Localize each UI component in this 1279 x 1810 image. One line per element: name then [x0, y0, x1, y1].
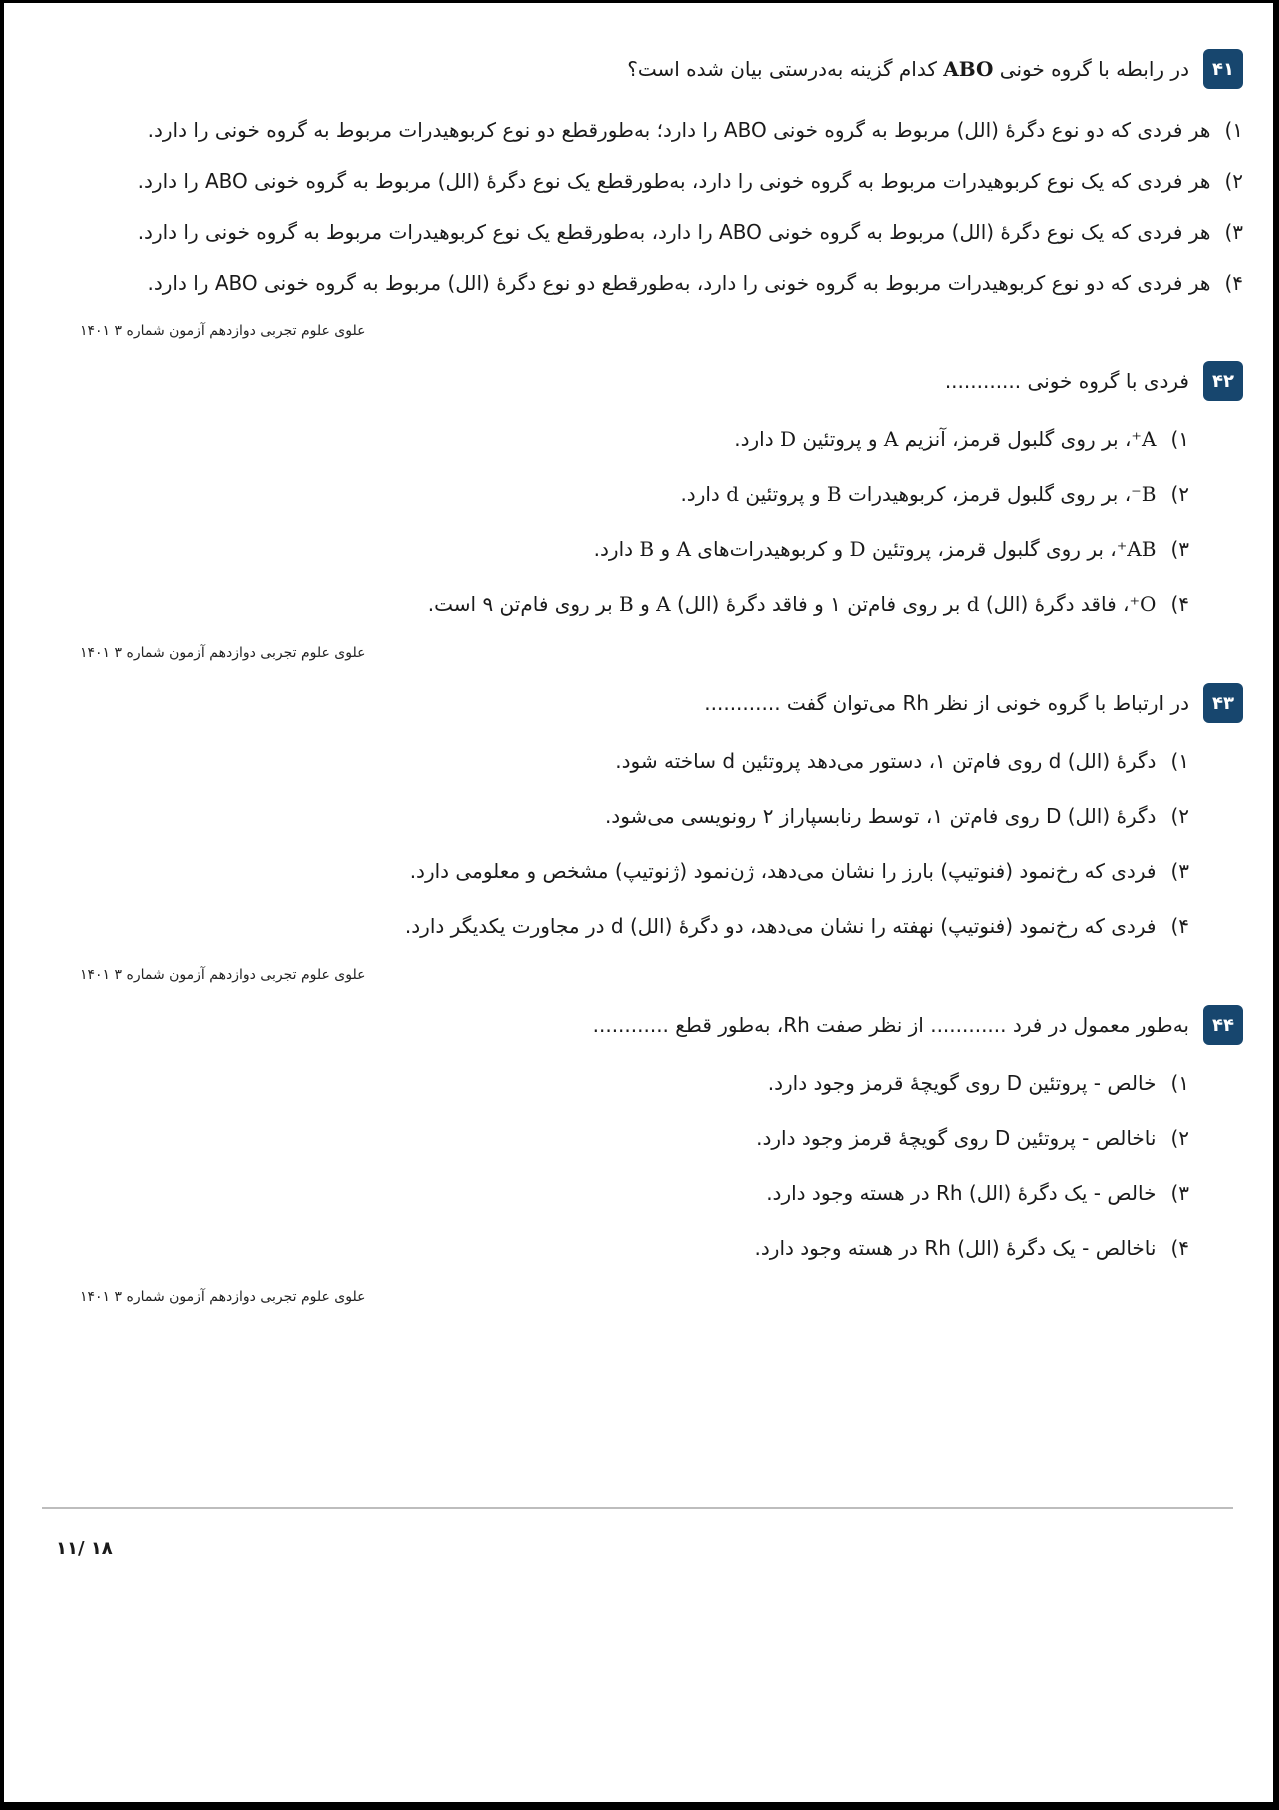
question-number: ۴۲	[1203, 361, 1243, 401]
page	[4, 3, 1273, 1802]
question-43	[34, 683, 1243, 983]
question-stem: در رابطه با گروه خونی ABO کدام گزینه به‌درستی بیان شده است؟	[627, 57, 1189, 81]
question-header	[34, 1005, 1243, 1045]
question-number: ۴۱	[1203, 49, 1243, 89]
option-2[interactable]: ۲)B⁻، بر روی گلبول قرمز، کربوهیدرات B و پروتئین d دارد.	[680, 482, 1189, 506]
math-abo: ABO	[943, 57, 994, 81]
question-stem: در ارتباط با گروه خونی از نظر Rh می‌توان گفت ............	[704, 691, 1189, 715]
options	[34, 747, 1243, 940]
option-4[interactable]: ۴)فردی که رخ‌نمود (فنوتیپ) نهفته را نشان می‌دهد، دو دگرهٔ (الل) d در مجاورت یکدیگر دارد.	[404, 914, 1189, 938]
page-number: ۱۱/ ۱۸	[56, 1538, 113, 1559]
question-header	[34, 361, 1243, 401]
option-2[interactable]: ۲)ناخالص - پروتئین D روی گویچهٔ قرمز وجود دارد.	[756, 1126, 1189, 1150]
option-1[interactable]: ۱)دگرهٔ (الل) d روی فام‌تن ۱، دستور می‌دهد پروتئین d ساخته شود.	[615, 749, 1189, 773]
option-1[interactable]: ۱)خالص - پروتئین D روی گویچهٔ قرمز وجود دارد.	[767, 1071, 1189, 1095]
question-41	[34, 3, 1243, 339]
question-source: علوی علوم تجربی دوازدهم آزمون شماره ۳ ۱۴۰۱	[80, 967, 366, 983]
question-header	[34, 49, 1243, 89]
question-header	[34, 683, 1243, 723]
option-4[interactable]: ۴)ناخالص - یک دگرهٔ (الل) Rh در هسته وجود دارد.	[754, 1236, 1189, 1260]
question-stem: به‌طور معمول در فرد ............ از نظر صفت Rh، به‌طور قطع ............	[592, 1013, 1189, 1037]
option-4[interactable]: ۴)هر فردی که دو نوع کربوهیدرات مربوط به گروه خونی را دارد، به‌طورقطع دو نوع دگرهٔ (الل) مربوط به گروه خونی ABO را دارد.	[147, 271, 1243, 295]
option-2[interactable]: ۲)دگرهٔ (الل) D روی فام‌تن ۱، توسط رنابسپاراز ۲ رونویسی می‌شود.	[604, 804, 1189, 828]
question-44	[34, 1005, 1243, 1305]
option-3[interactable]: ۳)AB⁺، بر روی گلبول قرمز، پروتئین D و کربوهیدرات‌های A و B دارد.	[593, 537, 1189, 561]
option-2[interactable]: ۲)هر فردی که یک نوع کربوهیدرات مربوط به گروه خونی را دارد، به‌طورقطع یک نوع دگرهٔ (الل) مربوط به گروه خونی ABO را دارد.	[137, 169, 1243, 193]
option-3[interactable]: ۳)فردی که رخ‌نمود (فنوتیپ) بارز را نشان می‌دهد، ژن‌نمود (ژنوتیپ) مشخص و معلومی دارد.	[409, 859, 1189, 883]
footer-divider	[42, 1507, 1233, 1509]
question-number: ۴۳	[1203, 683, 1243, 723]
options	[34, 425, 1243, 618]
options	[34, 109, 1243, 305]
option-3[interactable]: ۳)خالص - یک دگرهٔ (الل) Rh در هسته وجود دارد.	[766, 1181, 1189, 1205]
question-stem: فردی با گروه خونی ............	[944, 369, 1189, 393]
question-number: ۴۴	[1203, 1005, 1243, 1045]
question-42	[34, 361, 1243, 661]
question-source: علوی علوم تجربی دوازدهم آزمون شماره ۳ ۱۴۰۱	[80, 1289, 366, 1305]
option-3[interactable]: ۳)هر فردی که یک نوع دگرهٔ (الل) مربوط به گروه خونی ABO را دارد، به‌طورقطع یک نوع کربوهیدرات مربوط به گروه خونی را دارد.	[137, 220, 1243, 244]
question-source: علوی علوم تجربی دوازدهم آزمون شماره ۳ ۱۴۰۱	[80, 323, 366, 339]
content	[4, 3, 1273, 1305]
options	[34, 1069, 1243, 1262]
option-4[interactable]: ۴)O⁺، فاقد دگرهٔ (الل) d بر روی فام‌تن ۱ و فاقد دگرهٔ (الل) A و B بر روی فام‌تن ۹ است.	[427, 592, 1189, 616]
option-1[interactable]: ۱)هر فردی که دو نوع دگرهٔ (الل) مربوط به گروه خونی ABO را دارد؛ به‌طورقطع دو نوع کربوهیدرات مربوط به گروه خونی را دارد.	[147, 118, 1243, 142]
option-1[interactable]: ۱)A⁺، بر روی گلبول قرمز، آنزیم A و پروتئین D دارد.	[734, 427, 1189, 451]
question-source: علوی علوم تجربی دوازدهم آزمون شماره ۳ ۱۴۰۱	[80, 645, 366, 661]
